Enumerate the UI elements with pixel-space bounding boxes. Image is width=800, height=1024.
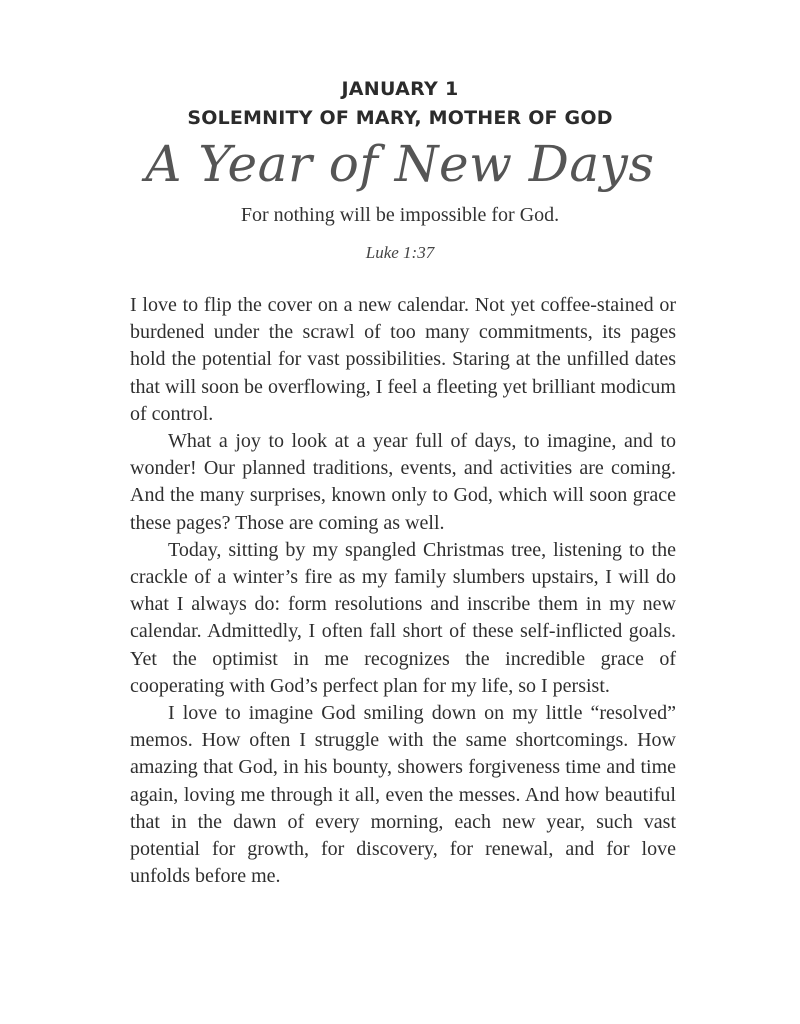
paragraph-1: I love to flip the cover on a new calendar. Not yet coffee-stained or burdened under the scrawl of too many commitments, its pages hold the potential for vast possibilities. Staring at the unfilled dates that will soon be overflowing, I feel a fleeting yet brilliant modicum of control. <box>130 294 676 425</box>
scripture-citation: Luke 1:37 <box>365 243 435 262</box>
heading-block <box>0 76 800 266</box>
paragraph-4: I love to imagine God smiling down on my little “resolved” memos. How often I struggle with the same shortcomings. How amazing that God, in his bounty, showers forgiveness time and time again, loving me through it all, even the messes. And how beautiful that in the dawn of every morning, each new year, such vast potential for growth, for discovery, for renewal, and for love unfolds before me. <box>130 702 676 888</box>
date-heading: JANUARY 1 <box>341 78 459 100</box>
body-text <box>130 292 676 890</box>
paragraph-2: What a joy to look at a year full of days, to imagine, and to wonder! Our planned traditions, events, and activities are coming. And the many surprises, known only to God, which will soon grace these pages? Those are coming as well. <box>130 430 676 534</box>
page-title: A Year of New Days <box>145 135 655 193</box>
paragraph-3: Today, sitting by my spangled Christmas tree, listening to the crackle of a winter’s fire as my family slumbers upstairs, I will do what I always do: form resolutions and inscribe them in my new calendar. Admittedly, I often fall short of these self-inflicted goals. Yet the optimist in me recognizes the incredible grace of cooperating with God’s perfect plan for my life, so I persist. <box>130 538 676 697</box>
feast-heading: SOLEMNITY OF MARY, MOTHER OF GOD <box>187 107 613 129</box>
scripture-verse: For nothing will be impossible for God. <box>240 204 560 226</box>
